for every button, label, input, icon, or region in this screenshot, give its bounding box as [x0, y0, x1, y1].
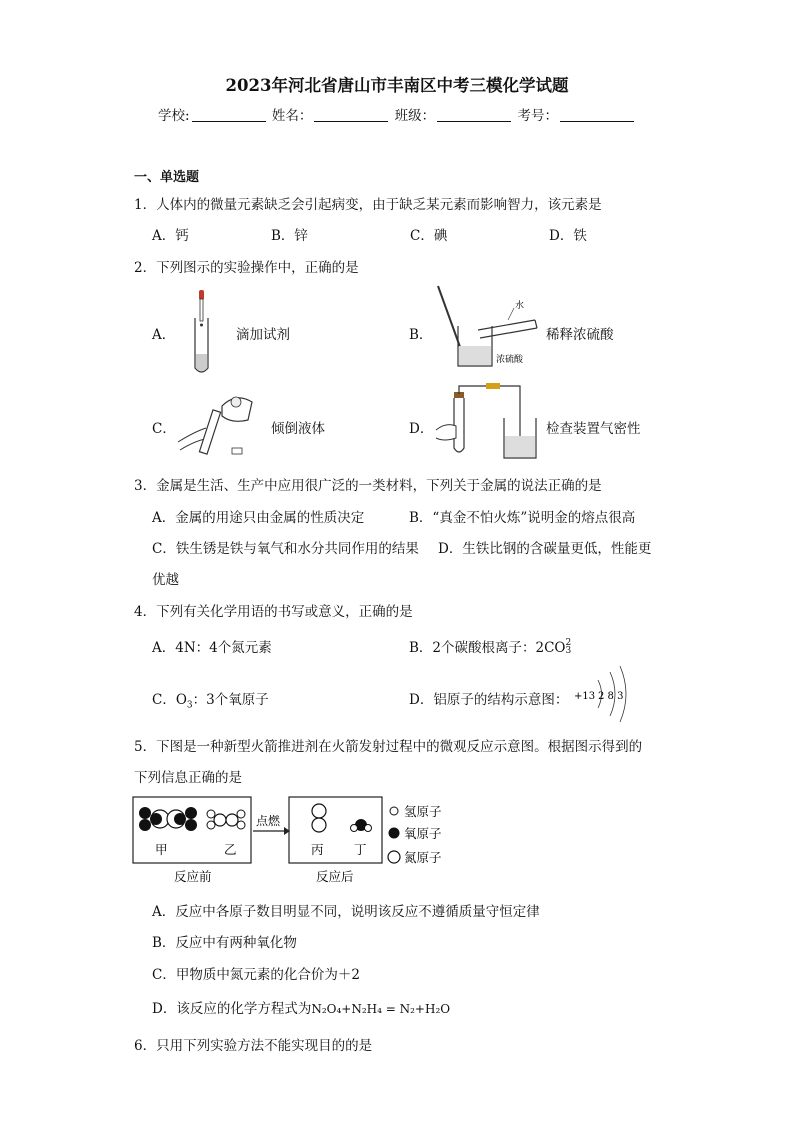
question-6-stem: 6．只用下列实验方法不能实现目的的是	[134, 1038, 373, 1054]
legend-hydrogen: 氢原子	[404, 804, 442, 819]
label-bing: 丙	[311, 842, 324, 857]
q4-b-prefix: B．2个碳酸根离子：	[409, 640, 536, 656]
label-yi: 乙	[224, 842, 237, 857]
water-label: 水	[515, 301, 525, 311]
dropper-test-tube-figure	[185, 288, 225, 376]
q4-b-charge: 2	[565, 638, 572, 648]
dilute-acid-figure	[430, 284, 542, 374]
q3-option-d-cont: 优越	[152, 572, 179, 588]
question-5-stem-cont: 下列信息正确的是	[134, 770, 242, 786]
q4-option-d: D．铝原子的结构示意图：	[409, 692, 569, 708]
name-label: 姓名：	[271, 108, 313, 124]
q2-option-a-text: 滴加试剂	[236, 327, 290, 343]
q3-option-c: C．铁生锈是铁与氧气和水分共同作用的结果	[152, 541, 419, 557]
q5-option-c: C．甲物质中氮元素的化合价为＋2	[152, 967, 360, 983]
school-label: 学校:	[158, 108, 190, 124]
aluminum-atom-diagram	[572, 662, 632, 726]
q4-c-prefix: C．	[152, 692, 176, 708]
q5-d-equation: N₂O₄+N₂H₄ = N₂+H₂O	[311, 1002, 451, 1016]
page-title: 2023年河北省唐山市丰南区中考三模化学试题	[225, 76, 569, 95]
label-ding: 丁	[354, 842, 367, 857]
q1-option-b: B．锌	[271, 228, 308, 244]
question-3-stem: 3．金属是生活、生产中应用很广泛的一类材料，下列关于金属的说法正确的是	[134, 478, 602, 494]
electron-shells: 2 8 3	[598, 691, 624, 702]
q4-c-subscript: 3	[186, 700, 193, 711]
q2-option-b-text: 稀释浓硫酸	[546, 327, 614, 343]
nucleus-charge: +13	[574, 691, 596, 702]
q5-option-a: A．反应中各原子数目明显不同，说明该反应不遵循质量守恒定律	[152, 904, 540, 920]
question-4-stem: 4．下列有关化学用语的书写或意义，正确的是	[134, 604, 413, 620]
reaction-diagram	[132, 794, 462, 886]
student-info-line	[0, 104, 794, 124]
q1-option-d: D．铁	[549, 228, 587, 244]
school-blank[interactable]	[192, 109, 266, 122]
q5-option-b: B．反应中有两种氧化物	[152, 935, 297, 951]
q2-option-a-letter: A．	[152, 327, 176, 343]
acid-label: 浓硫酸	[496, 355, 524, 365]
label-before: 反应前	[174, 869, 212, 884]
q2-option-c-letter: C．	[152, 421, 176, 437]
airtightness-figure	[432, 382, 538, 462]
q5-d-prefix: D．该反应的化学方程式为	[152, 1001, 312, 1017]
label-after: 反应后	[316, 869, 354, 884]
q5-option-d	[152, 997, 450, 1017]
q3-option-d: D．生铁比钢的含碳量更低，性能更	[438, 541, 652, 557]
q4-option-c	[152, 688, 269, 711]
class-label: 班级：	[394, 108, 436, 124]
q1-option-c: C．碘	[410, 228, 448, 244]
q4-c-formula: O	[175, 692, 187, 708]
label-jia: 甲	[155, 842, 168, 857]
question-1-stem: 1．人体内的微量元素缺乏会引起病变，由于缺乏某元素而影响智力，该元素是	[134, 197, 602, 213]
name-blank[interactable]	[314, 109, 388, 122]
q2-option-d-letter: D．	[409, 421, 434, 437]
exam-no-label: 考号：	[517, 108, 558, 124]
pour-liquid-figure	[176, 388, 266, 458]
q4-b-subscript: 3	[565, 646, 572, 656]
q2-option-b-letter: B．	[409, 327, 433, 343]
legend-nitrogen: 氮原子	[404, 850, 442, 865]
class-blank[interactable]	[437, 109, 511, 122]
ignite-label: 点燃	[256, 814, 281, 828]
question-2-stem: 2．下列图示的实验操作中，正确的是	[134, 260, 359, 276]
q3-option-a: A．金属的用途只由金属的性质决定	[152, 510, 365, 526]
q4-b-formula: 2CO	[535, 640, 566, 656]
section-heading: 一、单选题	[134, 170, 200, 185]
legend-oxygen: 氧原子	[404, 826, 442, 841]
q3-option-b: B．“真金不怕火炼”说明金的熔点很高	[409, 510, 636, 526]
q4-option-b	[409, 636, 571, 656]
q4-c-suffix: ：3个氧原子	[192, 692, 269, 708]
q2-option-c-text: 倾倒液体	[271, 421, 325, 437]
q2-option-d-text: 检查装置气密性	[546, 421, 641, 437]
q1-option-a: A．钙	[152, 228, 189, 244]
q4-option-a: A．4N：4个氮元素	[152, 640, 272, 656]
exam-no-blank[interactable]	[560, 109, 634, 122]
question-5-stem: 5．下图是一种新型火箭推进剂在火箭发射过程中的微观反应示意图。根据图示得到的	[134, 739, 643, 755]
